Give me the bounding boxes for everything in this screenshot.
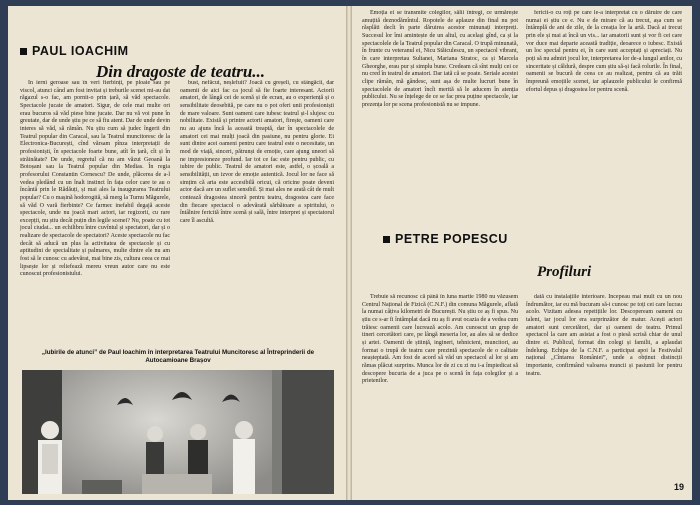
text-column-4 — [526, 10, 682, 196]
stage-scene-image — [22, 370, 334, 494]
bullet-square-icon — [20, 48, 27, 55]
body-text: bust, nefăcut, neșlefuit? Joacă cu greșeli, cu stângăcii, dar oamenii de aici fac ca jocul să fie foarte interesant. Actorii amatori, de lângă cei de scenă și de ecran, au o experiență și o sensibilitate deosebită, pe care nu o pot oferi unii profesioniști de mare valoare. Sunt oameni care iubesc teatrul și-l slujesc cu nobilitate. Există și printre actorii amatori, firește, oameni care nu au ajuns încă la această treaptă, dar în spectacolele de amatori cei mai mulți joacă din pasiune, nu pentru glorie. Ei sunt dintre acei oameni pentru care teatrul este o necesitate, un mod de viață, sinceri, pătrunși de emoție, care ajung uneori să ne impresioneze profund. Iar tot ce fac este pentru public, cu iubire de public. Teatrul de amatori este, astfel, o școală a sensibilității, un izvor de emoție autentică. Jocul lor ne face să simțim că arta este accesibilă oricui, că oricine poate deveni actor dacă are un suflet sensibil. Și mai ales ne arată cât de mult contează dragostea sinceră pentru teatru, dragostea care face din fiecare spectacol o adevărată sărbătoare a spiritului, o întâlnire fericită între scenă și sală, între interpret și spectatorul care îl ascultă. — [180, 80, 334, 224]
author-heading-left — [20, 44, 129, 58]
text-column-3 — [362, 10, 518, 226]
body-text: In ierni geroase sau în veri fierbinți, pe ploaie sau pe viscol, atunci când am fost invitat și treburile scenei mi-au dat răgazul s-o fac, am pornit-o prin țară, să văd spectacole. Spectacole jucate de amatori. Sigur, de cele mai multe ori erau bucuros să văd piese bine jucate. Dar nu vă voi pune în greutate, dar de unde știu pe ce să fiu atent. Dar de unde devin interes să văd, să rămân. Nu știu cum să judec îngerii din Teatrul popular din Caracal, sau la Teatrul muncitoresc de la Electronica-București, cînd vărsam pînza interpretații de profesioniști, în spectacole foarte bune, atît în țară, cît și în străinătate? De unde, regretul că nu am văzut Geoană la Botoșani sau la Teatrul popular din Medias. În regia profesorului Constantin Cornescu? De unde, plăcerea de a-l vedea pledând cu un înalt instinct în fața celor care te au o încântă prin le Rădăuți, și mai ales la inaugurarea Teatrului popular? Cu o mașină hodorogită, să merg la Turnu Măgurele, să văd O vară fierbinte? Ce farmec inefabil degajă aceste spectacole, unde nu joacă mari actori, iar regizorii, cu rare excepții, nu știu decât puțin din legile scenei? Nu, poate cu tot jocul ciudat... un echilibru între cuvîntul și spectatori, dar și o realizare de spectacole de spectatori? Aceste spectacole nu fac decât să aducă un plus la activitatea de spectacole și cu aptitudini de specialitate și palmares, multe dintre ele nu am fost să le cunosc cu adevărat, mai bine zis, cultura ceea ce mai lipsește lor și reliefează mereu vreun autor care nu este cunoscut profesionistului. — [20, 80, 170, 278]
article-title: Profiluri — [537, 264, 592, 280]
theatre-photo — [22, 370, 334, 494]
article-title: Din dragoste de teatru... — [96, 62, 266, 81]
bullet-square-icon — [383, 236, 390, 243]
body-text: Emoția ei se transmite colegilor, sălii întregi, ce urmărește amuțită deznodămîntul. Ropotele de aplauze din final nu pot răsplăti decît în parte dăruirea acestor minunați interpreți. Succesul lor îmi amintește de un altul, cu același gînd, ca și la spectacolele de la Teatrul popular din Caracal. O trupă minunată, în frunte cu veteranul ei, Nicu Stăiculescu, un spectacol vibrant, în care interpretau Sultanei, Mariana Stratoc, ca și Marcela Gheorghe, erau pur și simplu bune. Credeam că sînt mulți cei ce nu cred în teatrul de amatori. Dar iată că se poate. Seriale acestei clipe rămân, mă gândesc, sunt așa de multe lucruri bune în spectacolele de amatori încît merită să le aducem în atenția publicului. Nu se înțelege de ce se fac prea puține spectacole, iar prezența lor pe scena profesionistă nu se impune. — [362, 10, 518, 108]
body-text: fericit-o cu roți pe care le-a interpretat cu o dăruire de care numai ei știu ce e. Nu e de mirare că au trecut, așa cum se întâmplă de ani de zile, de la creația lor la artă. Dacă ai trecut prin ele și mai ai încă un vis... iar amatorii sunt și vor fi cei care vor duce mai departe această tradiție, deoarece o iubesc. Există un loc special pentru ei, în care sunt acceptați și apreciați. Nu poți să nu admiri jocul lor, interpretarea lor de-a lungul anilor, cu sinceritate și căldură, despre cum știu să-și facă rolurile. În final, oamenii se bucură de ceea ce au realizat, pentru că au trăit împreună emoțiile scenei, iar aplauzele publicului le confirmă efortul depus și dragostea lor pentru scenă. — [526, 10, 682, 93]
text-column-6 — [526, 294, 682, 480]
page-number: 19 — [673, 482, 684, 492]
author-heading-right — [383, 232, 508, 246]
right-page — [352, 6, 692, 500]
author-name: PAUL IOACHIM — [32, 44, 129, 58]
author-name: PETRE POPESCU — [395, 232, 508, 246]
body-text: dată cu instalațiile interioare. Începeau mai mult cu un nou îndrumător, iar eu mă bucuram să-i cunosc pe toți cei care lucrau acolo. Vizitam adesea repetițiile lor. Descopeream oameni cu talent, iar jocul lor era surprinzător de matur. Acești actori amatori sunt cercetători, dar și oameni de teatru. Primul spectacol la care am asistat a fost o piesă scrisă chiar de unul dintre ei. Publicul, format din colegi și familii, a aplaudat îndelung. Echipa de la C.N.F. a participat apoi la Festivalul național „Cîntarea României”, unde a obținut distincții importante, confirmând valoarea muncii și pasiunii lor pentru teatru. — [526, 294, 682, 377]
text-column-1 — [20, 80, 170, 344]
body-text: Trebuie să recunosc că până în luna martie 1980 nu văzusem Centrul Național de Fizică (C.N.F.) din comuna Măgurele, aflată la numai câțiva kilometri de București. Nu știu ce aș fi spus. Nu știu ce s-ar fi întâmplat dacă nu aș fi avut ocazia de a vedea cum trăiesc oamenii care lucrează acolo. Am cunoscut un grup de tineri cercetători care, pe lângă meseria lor, au ales să se dedice și artei. Oamenii de știință, ingineri, tehnicieni, muncitori, au format o trupă de teatru care prezintă spectacole de o calitate neașteptată. Am fost de acord să văd un spectacol al lor și am rămas plăcut surprins. Munca lor de zi cu zi nu i-a împiedicat să descopere bucuria de a juca pe o scenă în fața colegilor și a prietenilor. — [362, 294, 518, 385]
text-column-2 — [180, 80, 334, 344]
left-page — [8, 6, 346, 500]
photo-caption: „Iubirile de atunci” de Paul Ioachim în interpretarea Teatrului Muncitoresc al Întreprinderii de Autocamioane Brașov — [41, 349, 315, 364]
text-column-5 — [362, 294, 518, 494]
